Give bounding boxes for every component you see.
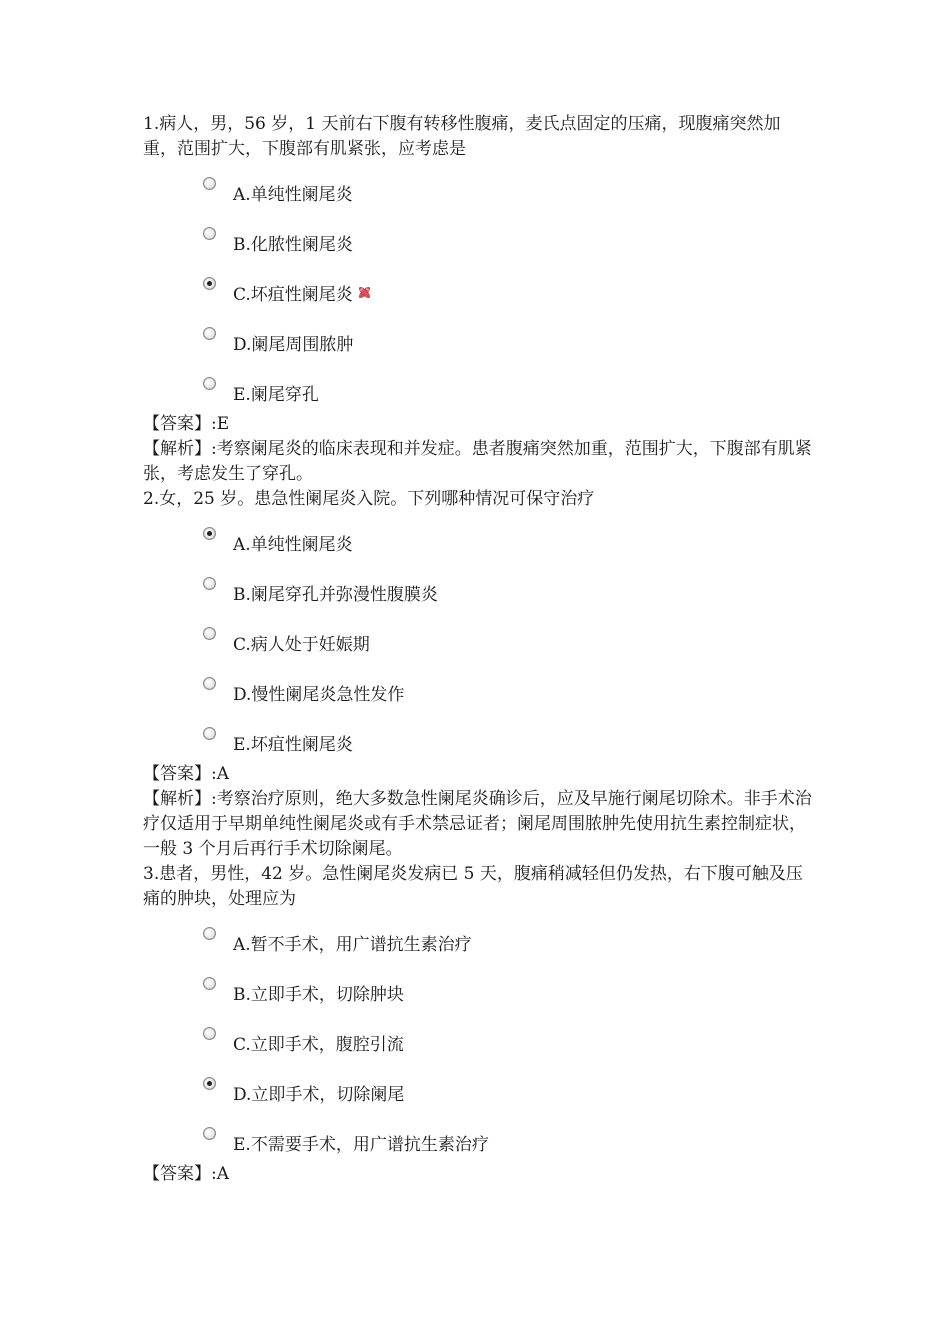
option-3e[interactable] [203,1126,813,1162]
radio-button[interactable] [203,927,216,940]
answer-value: :E [211,414,230,434]
radio-button[interactable] [203,677,216,690]
radio-button[interactable] [203,727,216,740]
option-label: B.立即手术，切除肿块 [233,985,404,1005]
option-label: C.立即手术，腹腔引流 [233,1035,404,1055]
option-3b[interactable] [203,976,813,1026]
question-2 [143,487,813,862]
radio-button[interactable] [203,627,216,640]
answer-value: :A [211,1164,230,1184]
explanation-text: :考察治疗原则，绝大多数急性阑尾炎确诊后，应及早施行阑尾切除术。非手术治疗仅适用于早期单纯性阑尾炎或有手术禁忌证者；阑尾周围脓肿先使用抗生素控制症状，一般 3 个月后再行手术切除阑尾。 [143,789,812,859]
option-label: E.不需要手术，用广谱抗生素治疗 [233,1135,489,1155]
radio-button[interactable] [203,1027,216,1040]
question-2-text: 2.女，25 岁。患急性阑尾炎入院。下列哪种情况可保守治疗 [143,489,595,509]
exam-page [143,112,813,1187]
radio-button-selected[interactable] [203,527,216,540]
answer-line [143,1162,813,1187]
option-2a[interactable] [203,526,813,576]
explanation-text: :考察阑尾炎的临床表现和并发症。患者腹痛突然加重，范围扩大，下腹部有肌紧张，考虑发生了穿孔。 [143,439,812,484]
option-1b[interactable] [203,226,813,276]
option-3c[interactable] [203,1026,813,1076]
option-label: C.病人处于妊娠期 [233,635,370,655]
option-label: A.单纯性阑尾炎 [233,535,353,555]
radio-button[interactable] [203,977,216,990]
option-3d[interactable] [203,1076,813,1126]
answer-label: 【答案】 [143,764,211,784]
option-1c[interactable] [203,276,813,326]
answer-line [143,412,813,437]
option-label: C.坏疽性阑尾炎 [233,285,353,305]
radio-button[interactable] [203,577,216,590]
answer-line [143,762,813,787]
explanation-line [143,437,813,487]
explanation-label: 【解析】 [143,439,211,459]
radio-button[interactable] [203,177,216,190]
option-label-wrapper [233,280,373,305]
option-label: A.暂不手术，用广谱抗生素治疗 [233,935,472,955]
question-3 [143,862,813,1187]
option-label: B.化脓性阑尾炎 [233,235,353,255]
option-label: A.单纯性阑尾炎 [233,185,353,205]
question-3-text: 3.患者，男性，42 岁。急性阑尾炎发病已 5 天，腹痛稍减轻但仍发热，右下腹可触及压痛的肿块，处理应为 [143,864,803,909]
option-2d[interactable] [203,676,813,726]
radio-button-selected[interactable] [203,277,216,290]
answer-label: 【答案】 [143,414,211,434]
answer-label: 【答案】 [143,1164,211,1184]
radio-button[interactable] [203,1127,216,1140]
option-2c[interactable] [203,626,813,676]
question-3-options [203,926,813,1162]
radio-button[interactable] [203,377,216,390]
option-label: D.立即手术，切除阑尾 [233,1085,405,1105]
option-1d[interactable] [203,326,813,376]
option-label: D.慢性阑尾炎急性发作 [233,685,405,705]
option-3a[interactable] [203,926,813,976]
question-1-text: 1.病人，男，56 岁，1 天前右下腹有转移性腹痛，麦氏点固定的压痛，现腹痛突然加重，范围扩大，下腹部有肌紧张，应考虑是 [143,114,781,159]
explanation-label: 【解析】 [143,789,211,809]
option-label: D.阑尾周围脓肿 [233,335,354,355]
question-1-options [203,176,813,412]
option-2b[interactable] [203,576,813,626]
question-1 [143,112,813,487]
option-1e[interactable] [203,376,813,412]
option-label: E.坏疽性阑尾炎 [233,735,353,755]
option-1a[interactable] [203,176,813,226]
answer-value: :A [211,764,230,784]
explanation-line [143,787,813,862]
radio-button[interactable] [203,327,216,340]
question-2-options [203,526,813,762]
radio-button[interactable] [203,227,216,240]
option-label: E.阑尾穿孔 [233,385,319,405]
radio-button-selected[interactable] [203,1077,216,1090]
red-x-icon [356,284,373,301]
option-label: B.阑尾穿孔并弥漫性腹膜炎 [233,585,438,605]
option-2e[interactable] [203,726,813,762]
